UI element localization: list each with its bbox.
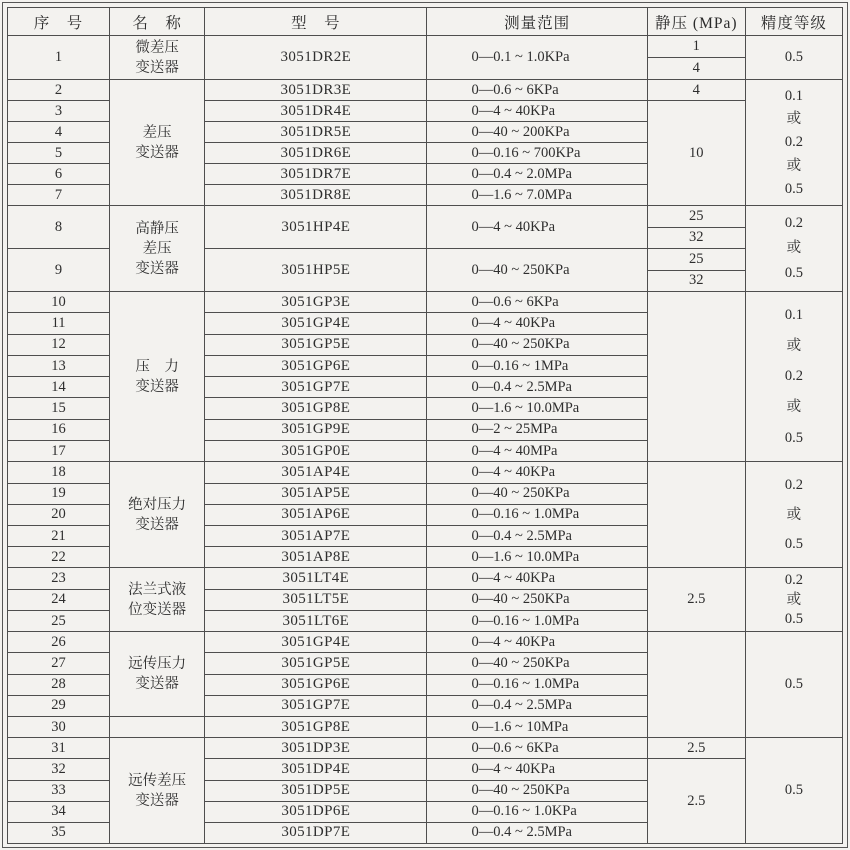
header-accuracy: 精度等级 <box>745 8 842 36</box>
model-cell: 3051GP5E <box>205 334 427 355</box>
header-row <box>8 8 843 36</box>
serial-cell: 3 <box>8 101 110 122</box>
model-cell: 3051DR2E <box>205 36 427 80</box>
range-cell: 0—0.4 ~ 2.5MPa <box>427 695 647 716</box>
model-cell: 3051GP4E <box>205 632 427 653</box>
static-pressure-cell: 4 <box>647 80 745 101</box>
serial-cell: 33 <box>8 780 110 801</box>
model-cell: 3051AP5E <box>205 483 427 504</box>
range-cell: 0—0.6 ~ 6KPa <box>427 738 647 759</box>
range-cell: 0—0.4 ~ 2.5MPa <box>427 525 647 546</box>
header-static: 静压 (MPa) <box>647 8 745 36</box>
model-cell: 3051DP6E <box>205 801 427 822</box>
model-cell: 3051DP4E <box>205 759 427 780</box>
model-cell: 3051GP7E <box>205 695 427 716</box>
header-serial: 序 号 <box>8 8 110 36</box>
serial-cell: 21 <box>8 525 110 546</box>
serial-cell: 27 <box>8 653 110 674</box>
range-cell: 0—0.6 ~ 6KPa <box>427 80 647 101</box>
serial-cell: 12 <box>8 334 110 355</box>
serial-cell: 14 <box>8 377 110 398</box>
serial-cell: 22 <box>8 547 110 568</box>
serial-cell: 17 <box>8 441 110 462</box>
spec-table <box>7 7 843 844</box>
accuracy-cell: 0.5 <box>745 36 842 80</box>
serial-cell: 31 <box>8 738 110 759</box>
range-cell: 0—0.4 ~ 2.0MPa <box>427 164 647 185</box>
serial-cell: 11 <box>8 313 110 334</box>
header-range: 测量范围 <box>427 8 647 36</box>
range-cell: 0—40 ~ 250KPa <box>427 483 647 504</box>
serial-cell: 15 <box>8 398 110 419</box>
static-pressure-cell: 2.5 <box>647 738 745 759</box>
accuracy-cell: 0.5 <box>745 632 842 738</box>
header-model: 型 号 <box>205 8 427 36</box>
name-cell: 压 力 变送器 <box>110 292 205 462</box>
model-cell: 3051AP4E <box>205 462 427 483</box>
model-cell: 3051GP8E <box>205 716 427 737</box>
model-cell: 3051LT4E <box>205 568 427 589</box>
static-pressure-cell <box>647 292 745 462</box>
range-cell: 0—0.16 ~ 700KPa <box>427 143 647 164</box>
static-pressure-cell: 32 <box>647 227 745 249</box>
range-cell: 0—0.4 ~ 2.5MPa <box>427 377 647 398</box>
range-cell: 0—4 ~ 40KPa <box>427 313 647 334</box>
range-cell: 0—4 ~ 40KPa <box>427 568 647 589</box>
range-cell: 0—0.16 ~ 1MPa <box>427 355 647 376</box>
serial-cell: 10 <box>8 292 110 313</box>
serial-cell: 8 <box>8 206 110 249</box>
static-pressure-cell: 1 <box>647 36 745 58</box>
serial-cell: 9 <box>8 249 110 292</box>
table-row <box>8 80 843 101</box>
serial-cell: 13 <box>8 355 110 376</box>
model-cell: 3051HP5E <box>205 249 427 292</box>
range-cell: 0—0.16 ~ 1.0MPa <box>427 504 647 525</box>
model-cell: 3051AP7E <box>205 525 427 546</box>
table-row <box>8 462 843 483</box>
static-pressure-cell: 2.5 <box>647 759 745 844</box>
table-row <box>8 568 843 589</box>
table-body <box>8 36 843 844</box>
range-cell: 0—0.1 ~ 1.0KPa <box>427 36 647 80</box>
accuracy-cell: 0.2 或 0.5 <box>745 568 842 632</box>
table-row <box>8 632 843 653</box>
range-cell: 0—40 ~ 250KPa <box>427 653 647 674</box>
range-cell: 0—40 ~ 250KPa <box>427 780 647 801</box>
serial-cell: 24 <box>8 589 110 610</box>
accuracy-cell: 0.5 <box>745 738 842 844</box>
model-cell: 3051LT6E <box>205 610 427 631</box>
range-cell: 0—4 ~ 40KPa <box>427 462 647 483</box>
serial-cell: 32 <box>8 759 110 780</box>
name-cell: 高静压 差压 变送器 <box>110 206 205 292</box>
range-cell: 0—40 ~ 250KPa <box>427 334 647 355</box>
serial-cell: 20 <box>8 504 110 525</box>
serial-cell: 35 <box>8 822 110 843</box>
accuracy-cell: 0.1 或 0.2 或 0.5 <box>745 80 842 206</box>
serial-cell: 6 <box>8 164 110 185</box>
model-cell: 3051DR3E <box>205 80 427 101</box>
serial-cell: 16 <box>8 419 110 440</box>
model-cell: 3051GP9E <box>205 419 427 440</box>
model-cell: 3051DR5E <box>205 122 427 143</box>
name-cell: 差压 变送器 <box>110 80 205 206</box>
table-row <box>8 292 843 313</box>
serial-cell: 4 <box>8 122 110 143</box>
accuracy-cell: 0.1 或 0.2 或 0.5 <box>745 292 842 462</box>
table-row <box>8 738 843 759</box>
range-cell: 0—4 ~ 40KPa <box>427 632 647 653</box>
model-cell: 3051DR4E <box>205 101 427 122</box>
range-cell: 0—1.6 ~ 7.0MPa <box>427 185 647 206</box>
name-cell <box>110 716 205 737</box>
serial-cell: 29 <box>8 695 110 716</box>
range-cell: 0—40 ~ 250KPa <box>427 249 647 292</box>
static-pressure-cell <box>647 462 745 568</box>
model-cell: 3051GP6E <box>205 355 427 376</box>
static-pressure-cell: 25 <box>647 249 745 271</box>
range-cell: 0—0.16 ~ 1.0KPa <box>427 801 647 822</box>
range-cell: 0—0.4 ~ 2.5MPa <box>427 822 647 843</box>
header-name: 名 称 <box>110 8 205 36</box>
table-header <box>8 8 843 36</box>
serial-cell: 19 <box>8 483 110 504</box>
range-cell: 0—1.6 ~ 10MPa <box>427 716 647 737</box>
range-cell: 0—4 ~ 40KPa <box>427 206 647 249</box>
model-cell: 3051DR8E <box>205 185 427 206</box>
serial-cell: 2 <box>8 80 110 101</box>
name-cell: 微差压 变送器 <box>110 36 205 80</box>
accuracy-cell: 0.2 或 0.5 <box>745 206 842 292</box>
model-cell: 3051HP4E <box>205 206 427 249</box>
static-pressure-cell: 25 <box>647 206 745 228</box>
model-cell: 3051DR6E <box>205 143 427 164</box>
model-cell: 3051AP8E <box>205 547 427 568</box>
model-cell: 3051GP6E <box>205 674 427 695</box>
range-cell: 0—1.6 ~ 10.0MPa <box>427 547 647 568</box>
serial-cell: 26 <box>8 632 110 653</box>
range-cell: 0—1.6 ~ 10.0MPa <box>427 398 647 419</box>
serial-cell: 5 <box>8 143 110 164</box>
model-cell: 3051LT5E <box>205 589 427 610</box>
model-cell: 3051GP4E <box>205 313 427 334</box>
static-pressure-cell: 4 <box>647 58 745 80</box>
serial-cell: 18 <box>8 462 110 483</box>
serial-cell: 7 <box>8 185 110 206</box>
table-row <box>8 36 843 58</box>
table-row <box>8 206 843 228</box>
name-cell: 法兰式液 位变送器 <box>110 568 205 632</box>
static-pressure-cell: 10 <box>647 101 745 206</box>
name-cell: 绝对压力 变送器 <box>110 462 205 568</box>
serial-cell: 34 <box>8 801 110 822</box>
model-cell: 3051GP5E <box>205 653 427 674</box>
accuracy-cell: 0.2 或 0.5 <box>745 462 842 568</box>
model-cell: 3051DP7E <box>205 822 427 843</box>
model-cell: 3051AP6E <box>205 504 427 525</box>
serial-cell: 28 <box>8 674 110 695</box>
model-cell: 3051DR7E <box>205 164 427 185</box>
model-cell: 3051GP7E <box>205 377 427 398</box>
range-cell: 0—40 ~ 200KPa <box>427 122 647 143</box>
static-pressure-cell <box>647 632 745 738</box>
model-cell: 3051GP8E <box>205 398 427 419</box>
name-cell: 远传差压 变送器 <box>110 738 205 844</box>
name-cell: 远传压力 变送器 <box>110 632 205 717</box>
serial-cell: 23 <box>8 568 110 589</box>
serial-cell: 30 <box>8 716 110 737</box>
range-cell: 0—0.6 ~ 6KPa <box>427 292 647 313</box>
range-cell: 0—0.16 ~ 1.0MPa <box>427 610 647 631</box>
serial-cell: 25 <box>8 610 110 631</box>
model-cell: 3051GP0E <box>205 441 427 462</box>
range-cell: 0—0.16 ~ 1.0MPa <box>427 674 647 695</box>
range-cell: 0—4 ~ 40KPa <box>427 101 647 122</box>
range-cell: 0—4 ~ 40KPa <box>427 759 647 780</box>
static-pressure-cell: 32 <box>647 270 745 292</box>
serial-cell: 1 <box>8 36 110 80</box>
range-cell: 0—4 ~ 40MPa <box>427 441 647 462</box>
model-cell: 3051DP3E <box>205 738 427 759</box>
static-pressure-cell: 2.5 <box>647 568 745 632</box>
range-cell: 0—2 ~ 25MPa <box>427 419 647 440</box>
model-cell: 3051DP5E <box>205 780 427 801</box>
model-cell: 3051GP3E <box>205 292 427 313</box>
range-cell: 0—40 ~ 250KPa <box>427 589 647 610</box>
